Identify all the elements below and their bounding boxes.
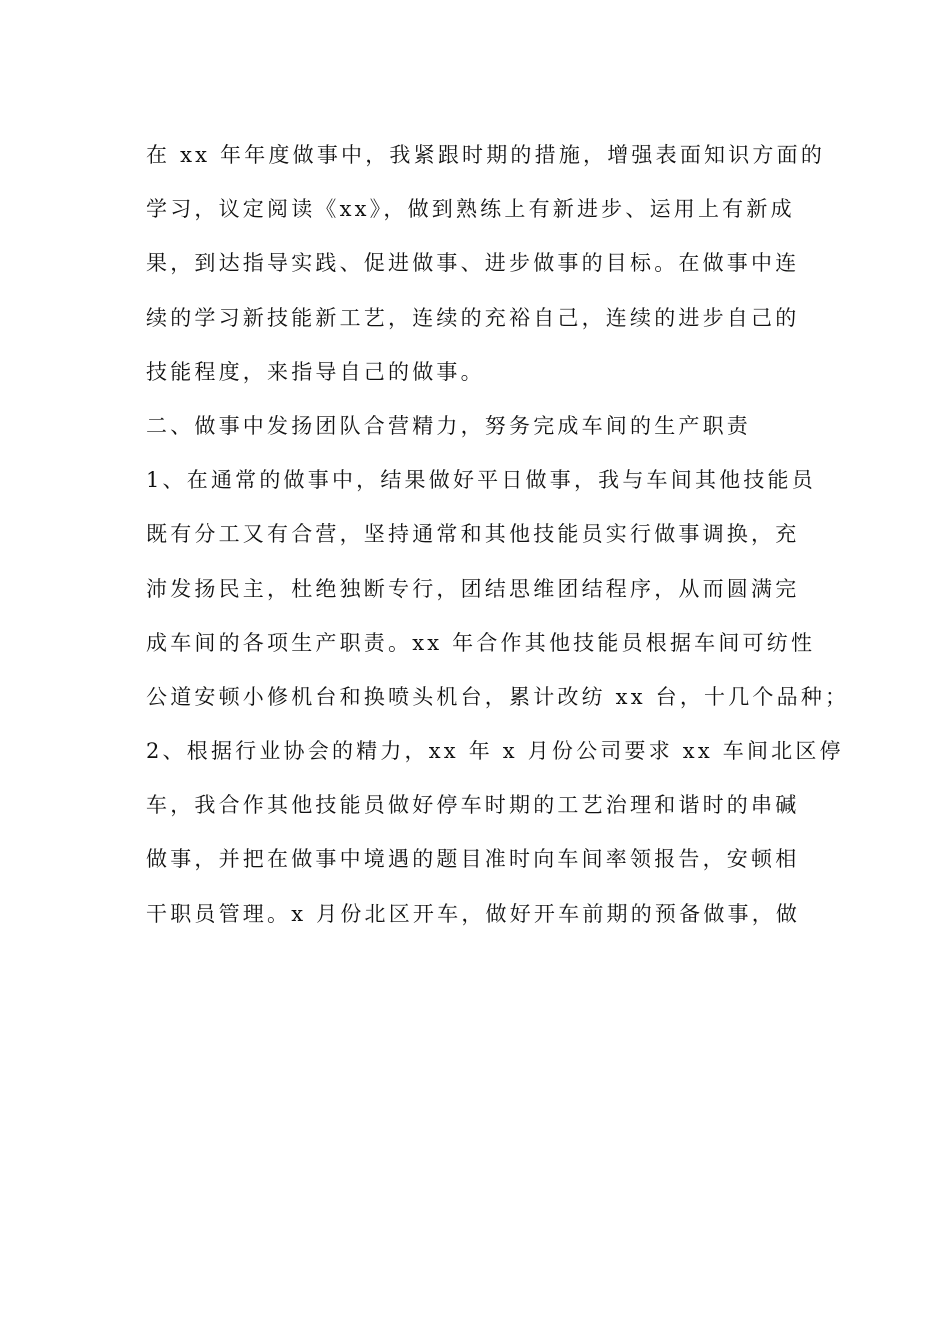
text-line-3: 果，到达指导实践、促进做事、进步做事的目标。在做事中连: [146, 251, 800, 276]
text-line-10: 成车间的各项生产职责。xx 年合作其他技能员根据车间可纺性: [146, 630, 816, 655]
text-line-15: 干职员管理。x 月份北区开车，做好开车前期的预备做事，做: [146, 901, 801, 926]
text-line-7: 1、在通常的做事中，结果做好平日做事，我与车间其他技能员: [146, 468, 816, 493]
text-line-9: 沛发扬民主，杜绝独断专行，团结思维团结程序，从而圆满完: [146, 576, 800, 601]
text-line-14: 做事，并把在做事中境遇的题目准时向车间率领报告，安顿相: [146, 847, 800, 872]
text-line-4: 续的学习新技能新工艺，连续的充裕自己，连续的进步自己的: [146, 305, 800, 330]
document-body: [146, 128, 850, 941]
text-line-1: 在 xx 年年度做事中，我紧跟时期的措施，增强表面知识方面的: [146, 143, 826, 167]
text-line-5: 技能程度，来指导自己的做事。: [146, 359, 485, 384]
section-heading: 二、做事中发扬团队合营精力，努务完成车间的生产职责: [146, 413, 751, 438]
text-line-12: 2、根据行业协会的精力，xx 年 x 月份公司要求 xx 车间北区停: [146, 739, 844, 764]
text-line-13: 车，我合作其他技能员做好停车时期的工艺治理和谐时的串碱: [146, 793, 800, 818]
text-line-11: 公道安顿小修机台和换喷头机台，累计改纺 xx 台，十几个品种；: [146, 684, 850, 709]
text-line-2: 学习，议定阅读《xx》，做到熟练上有新进步、运用上有新成: [146, 197, 795, 222]
text-line-8: 既有分工又有合营，坚持通常和其他技能员实行做事调换，充: [146, 522, 800, 547]
